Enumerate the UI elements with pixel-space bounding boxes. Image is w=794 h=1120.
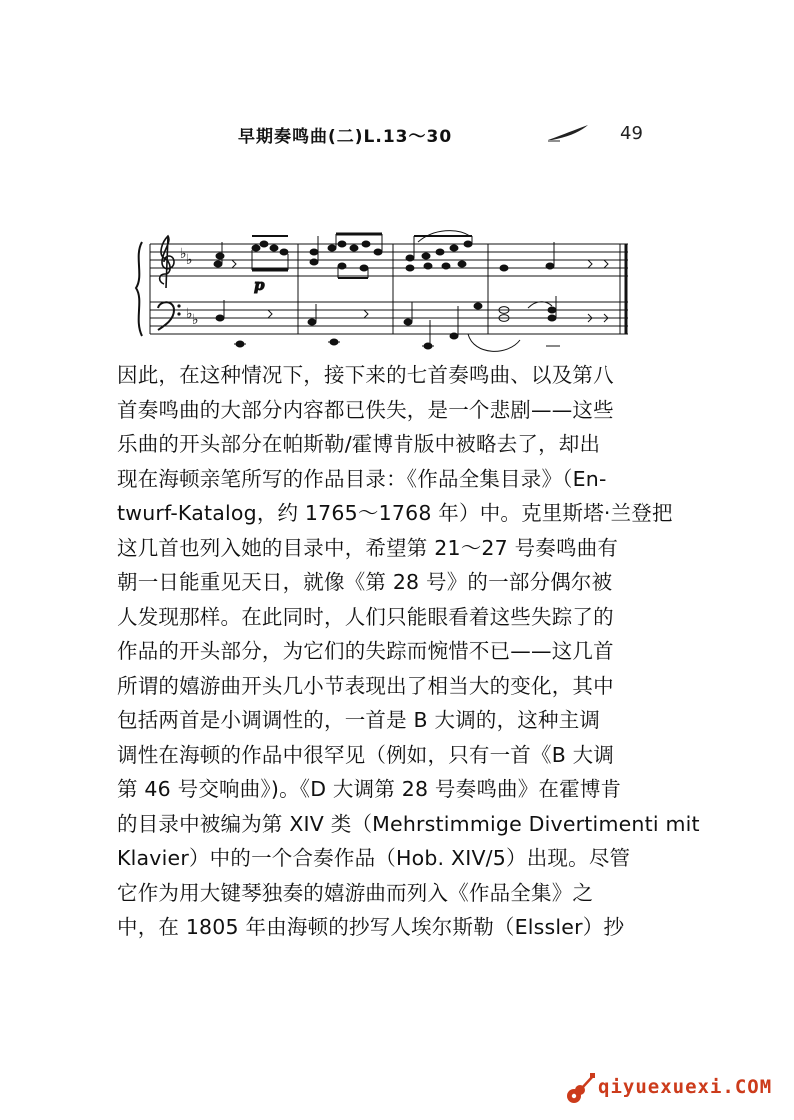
body-line: twurf-Katalog，约 1765～1768 年）中。克里斯塔·兰登把 xyxy=(117,501,673,525)
running-head xyxy=(0,122,794,152)
body-line: 的目录中被编为第 XIV 类（Mehrstimmige Divertimenti mit xyxy=(117,811,700,836)
body-line: Klavier）中的一个合奏作品（Hob. XIV/5）出现。尽管 xyxy=(117,846,631,870)
body-line: 第 46 号交响曲》)。《D 大调第 28 号奏鸣曲》在霍博肯 xyxy=(117,777,622,801)
body-line: 所谓的嬉游曲开头几小节表现出了相当大的变化，其中 xyxy=(117,673,614,698)
svg-text:♭: ♭ xyxy=(186,252,193,268)
guitar-logo-icon xyxy=(562,1072,596,1106)
body-line: 现在海顿亲笔所写的作品目录：《作品全集目录》（En- xyxy=(117,466,607,491)
body-line: 作品的开头部分，为它们的失踪而惋惜不已——这几首 xyxy=(117,639,614,663)
svg-text:♭: ♭ xyxy=(186,306,193,322)
body-line: 首奏鸣曲的大部分内容都已佚失，是一个悲剧——这些 xyxy=(117,397,614,422)
running-title: 早期奏鸣曲(二)L.13～30 xyxy=(238,127,453,147)
body-line: 中，在 1805 年由海顿的抄写人埃尔斯勒（Elssler）抄 xyxy=(117,915,625,939)
watermark xyxy=(560,1072,794,1108)
body-line: 朝一日能重见天日，就像《第 28 号》的一部分偶尔被 xyxy=(117,570,613,594)
watermark-text: qiyuexuexi.COM xyxy=(598,1076,773,1098)
svg-text:♭: ♭ xyxy=(192,312,199,328)
body-line: 乐曲的开头部分在帕斯勒/霍博肯版中被略去了，却出 xyxy=(117,432,601,456)
body-line: 人发现那样。在此同时，人们只能眼看着这些失踪了的 xyxy=(117,604,614,629)
body-line: 这几首也列入她的目录中，希望第 21～27 号奏鸣曲有 xyxy=(117,535,619,560)
body-line: 调性在海顿的作品中很罕见（例如，只有一首《B 大调 xyxy=(117,742,615,767)
quill-ornament-icon xyxy=(546,124,590,144)
page-number: 49 xyxy=(620,123,643,144)
svg-text:♭: ♭ xyxy=(180,246,187,262)
body-line: 包括两首是小调调性的，一首是 B 大调的，这种主调 xyxy=(117,708,601,732)
music-score xyxy=(128,206,648,364)
dynamic-marking: p xyxy=(254,276,265,294)
body-text xyxy=(117,358,700,945)
body-line: 因此，在这种情况下，接下来的七首奏鸣曲、以及第八 xyxy=(117,363,614,387)
body-line: 它作为用大键琴独奏的嬉游曲而列入《作品全集》之 xyxy=(117,880,594,905)
